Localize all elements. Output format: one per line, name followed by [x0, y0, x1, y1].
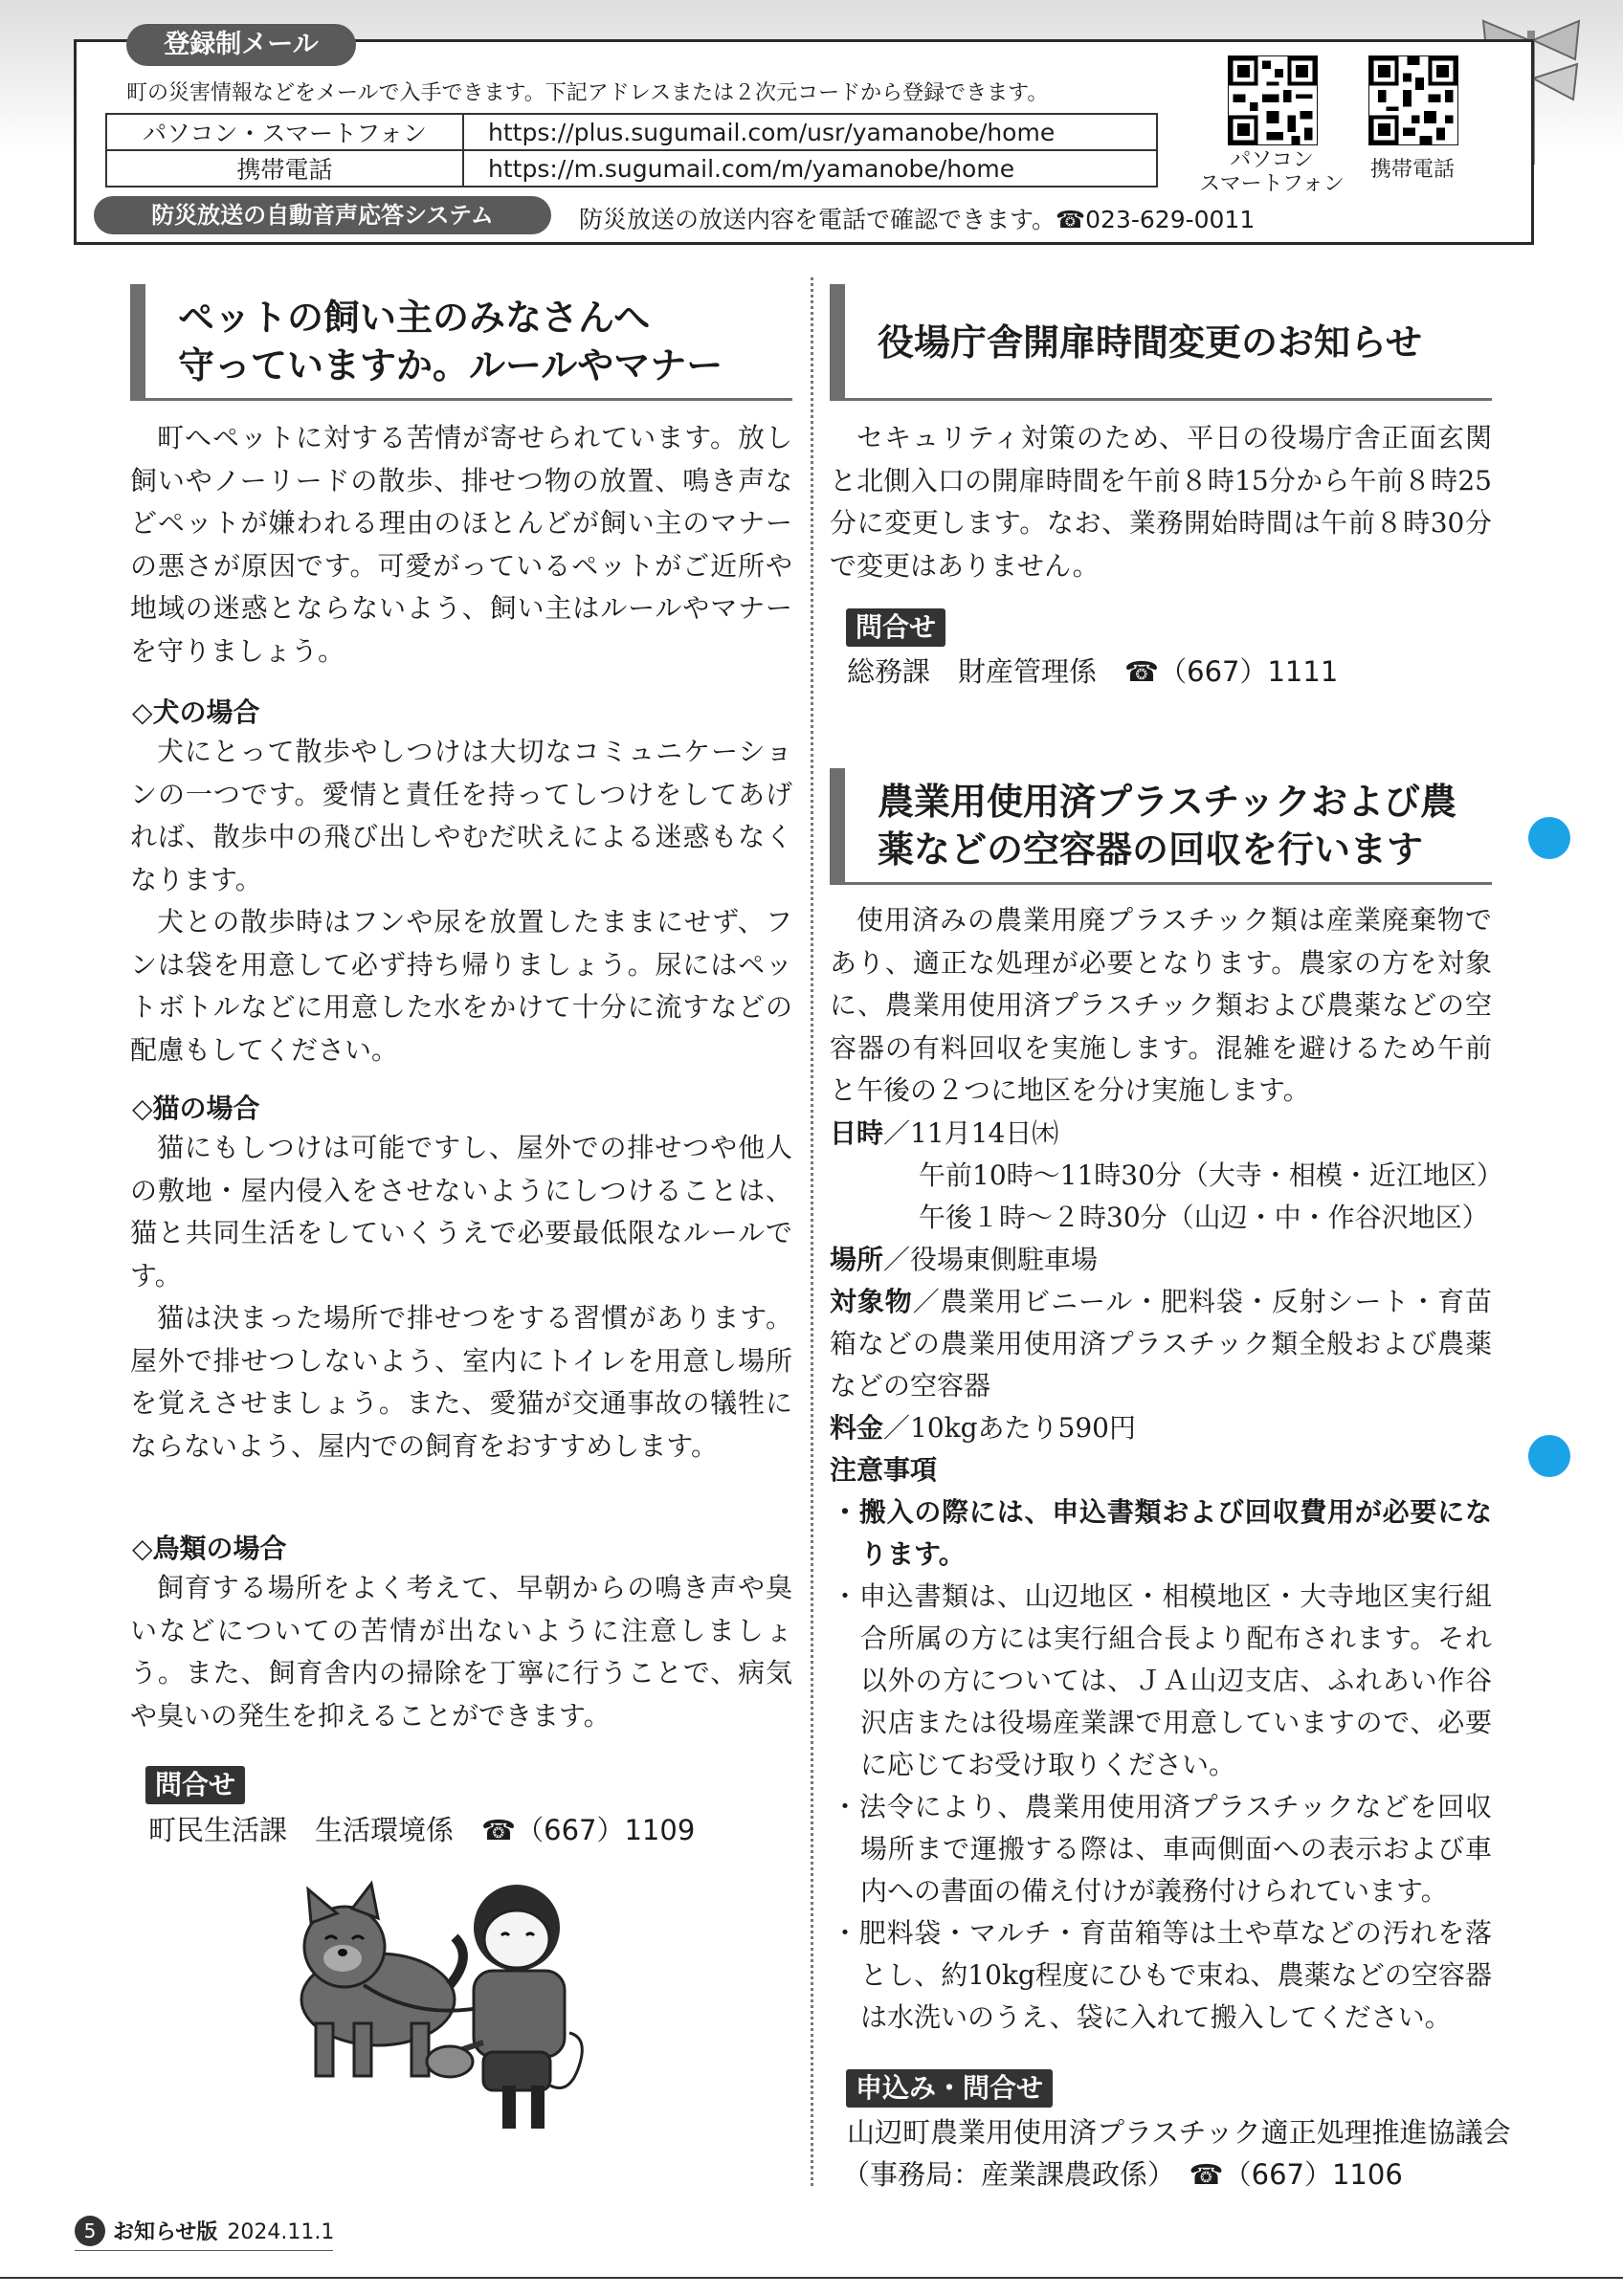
cat-subheading: ◇猫の場合 — [132, 1093, 260, 1124]
dog-walking-illustration — [287, 1880, 603, 2133]
qr-code-mobile-icon[interactable] — [1368, 55, 1458, 145]
fee-label: 料金 — [830, 1412, 884, 1444]
qr-code-pc-icon[interactable] — [1228, 55, 1318, 145]
table-row — [106, 114, 1157, 150]
footer-title — [113, 2216, 334, 2245]
target-label: 対象物 — [830, 1286, 913, 1317]
agri-intro — [830, 899, 1492, 1113]
fee-value: ／10kgあたり590円 — [883, 1412, 1136, 1444]
target-value: ／農業用ビニール・肥料袋・反射シート・育苗箱などの農業用使用済プラスチック類全般および農薬などの空容器 — [830, 1286, 1492, 1402]
notes-label: 注意事項 — [830, 1454, 938, 1486]
pet-title-line2: 守っていますか。ルールやマナー — [178, 344, 723, 386]
office-contact: 総務課 財産管理係 ☎（667）1111 — [847, 655, 1339, 688]
qr-pc-caption-line1: パソコン — [1230, 148, 1314, 172]
table-row — [106, 150, 1157, 187]
office-title: 役場庁舎開扉時間変更のお知らせ — [878, 321, 1422, 364]
bird-paragraph-1: 飼育する場所をよく考えて、早朝からの鳴き声や臭いなどについての苦情が出ないように注意しましょう。また、飼育舎内の掃除を丁寧に行うことで、病気や臭いの発生を抑えることができます。 — [130, 1572, 792, 1732]
list-item: ・搬入の際には、申込書類および回収費用が必要になります。 — [832, 1496, 1492, 1570]
pc-label: パソコン・スマートフォン — [106, 114, 463, 150]
cat-paragraph-1: 猫にもしつけは可能ですし、屋外での排せつや他人の敷地・屋内侵入をさせないようにしつけることは、猫と共同生活をしていくうえで必要最低限なルールです。 — [130, 1132, 792, 1292]
footer-date: 2024.11.1 — [227, 2220, 335, 2244]
blue-dot-marker — [1528, 817, 1570, 859]
bird-subheading: ◇鳥類の場合 — [132, 1533, 287, 1564]
mail-label: 登録制メール — [126, 24, 356, 66]
mail-description: 町の災害情報などをメールで入手できます。下記アドレスまたは２次元コードから登録できます。 — [126, 81, 1049, 105]
agri-place-row — [830, 1239, 1492, 1281]
agri-time-pm: 午後１時～２時30分（山辺・中・作谷沢地区） — [919, 1202, 1489, 1233]
page-number: 5 — [75, 2216, 105, 2246]
office-heading — [830, 284, 1492, 401]
agri-heading — [830, 768, 1492, 885]
agri-contact-line2: （事務局：産業課農政係） ☎（667）1106 — [842, 2158, 1403, 2191]
pet-contact: 町民生活課 生活環境係 ☎（667）1109 — [148, 1814, 696, 1846]
agri-notes-list — [832, 1491, 1492, 2039]
agri-title-line2: 薬などの空容器の回収を行います — [878, 828, 1424, 871]
agri-intro-text: 使用済みの農業用廃プラスチック類は産業廃棄物であり、適正な処理が必要となります。農家の方を対象に、農業用使用済プラスチック類および農薬などの空容器の有料回収を実施します。混雑を避けるため午前と午後の２つに地区を分け実施します。 — [830, 904, 1492, 1106]
cat-section — [130, 1127, 792, 1468]
agri-fee-row — [830, 1407, 1492, 1449]
dog-subheading: ◇犬の場合 — [132, 696, 260, 728]
list-item: ・肥料袋・マルチ・育苗箱等は土や草などの汚れを落とし、約10kg程度にひもで束ね、農薬などの空容器は水洗いのうえ、袋に入れて搬入してください。 — [832, 1917, 1492, 2033]
agri-time-am: 午前10時～11時30分（大寺・相模・近江地区） — [919, 1159, 1503, 1191]
date-value: ／11月14日㈭ — [883, 1117, 1059, 1149]
footer-name: お知らせ版 — [113, 2220, 218, 2244]
agri-date-row — [830, 1113, 1492, 1155]
page-bottom-rule — [0, 2277, 1623, 2279]
date-label: 日時 — [830, 1117, 884, 1149]
agri-target-row — [830, 1281, 1492, 1407]
dog-section — [130, 731, 792, 1071]
qr-pc-caption-line2: スマートフォン — [1199, 172, 1345, 196]
mobile-url-link[interactable]: https://m.sugumail.com/m/yamanobe/home — [463, 150, 1157, 187]
qr-pc-caption — [1194, 148, 1349, 196]
column-divider — [811, 277, 813, 2186]
bird-section — [130, 1567, 792, 1737]
place-label: 場所 — [830, 1244, 884, 1275]
pet-intro — [130, 417, 792, 673]
pet-intro-text: 町へペットに対する苦情が寄せられています。放し飼いやノーリードの散歩、排せつ物の放置、鳴き声などペットが嫌われる理由のほとんどが飼い主のマナーの悪さが原因です。可愛がっているペットがご近所や地域の迷惑とならないよう、飼い主はルールやマナーを守りましょう。 — [130, 422, 792, 667]
footer-underline — [75, 2250, 333, 2251]
qr-mobile-caption: 携帯電話 — [1369, 158, 1455, 182]
list-item: ・法令により、農業用使用済プラスチックなどを回収場所まで運搬する際は、車両側面への表示および車内への書面の備え付けが義務付けられています。 — [832, 1791, 1492, 1907]
pet-heading — [130, 284, 792, 401]
blue-dot-marker — [1528, 1435, 1570, 1477]
dog-paragraph-1: 犬にとって散歩やしつけは大切なコミュニケーションの一つです。愛情と責任を持ってしつけをしてあげれば、散歩中の飛び出しやむだ吠えによる迷惑もなくなります。 — [130, 736, 792, 895]
mobile-label: 携帯電話 — [106, 150, 463, 187]
system-description: 防災放送の放送内容を電話で確認できます。☎023-629-0011 — [579, 206, 1256, 233]
agri-contact-tag: 申込み・問合せ — [846, 2069, 1053, 2108]
system-label: 防災放送の自動音声応答システム — [94, 196, 551, 234]
url-table — [105, 113, 1158, 188]
agri-contact-line1: 山辺町農業用使用済プラスチック適正処理推進協議会 — [847, 2116, 1511, 2149]
agri-notes-label — [830, 1449, 937, 1491]
dog-paragraph-2: 犬との散歩時はフンや尿を放置したままにせず、フンは袋を用意して必ず持ち帰りましょう。尿にはペットボトルなどに用意した水をかけて十分に流すなどの配慮もしてください。 — [130, 906, 792, 1066]
pet-contact-tag: 問合せ — [145, 1766, 245, 1804]
cat-paragraph-2: 猫は決まった場所で排せつをする習慣があります。屋外で排せつしないよう、室内にトイレを用意し場所を覚えさせましょう。また、愛猫が交通事故の犠牲にならないよう、屋内での飼育をおすすめします。 — [130, 1302, 792, 1462]
list-item: ・申込書類は、山辺地区・相模地区・大寺地区実行組合所属の方には実行組合長より配布されます。それ以外の方については、ＪＡ山辺支店、ふれあい作谷沢店または役場産業課で用意していますので、必要に応じてお受け取りください。 — [832, 1580, 1492, 1780]
pc-url-link[interactable]: https://plus.sugumail.com/usr/yamanobe/home — [463, 114, 1157, 150]
agri-title-line1: 農業用使用済プラスチックおよび農 — [878, 781, 1456, 823]
office-body — [830, 417, 1492, 587]
pet-title-line1: ペットの飼い主のみなさんへ — [178, 297, 651, 339]
office-body-text: セキュリティ対策のため、平日の役場庁舎正面玄関と北側入口の開扉時間を午前８時15分から午前８時25分に変更します。なお、業務開始時間は午前８時30分で変更はありません。 — [830, 422, 1492, 582]
place-value: ／役場東側駐車場 — [883, 1244, 1099, 1275]
office-contact-tag: 問合せ — [846, 608, 945, 647]
